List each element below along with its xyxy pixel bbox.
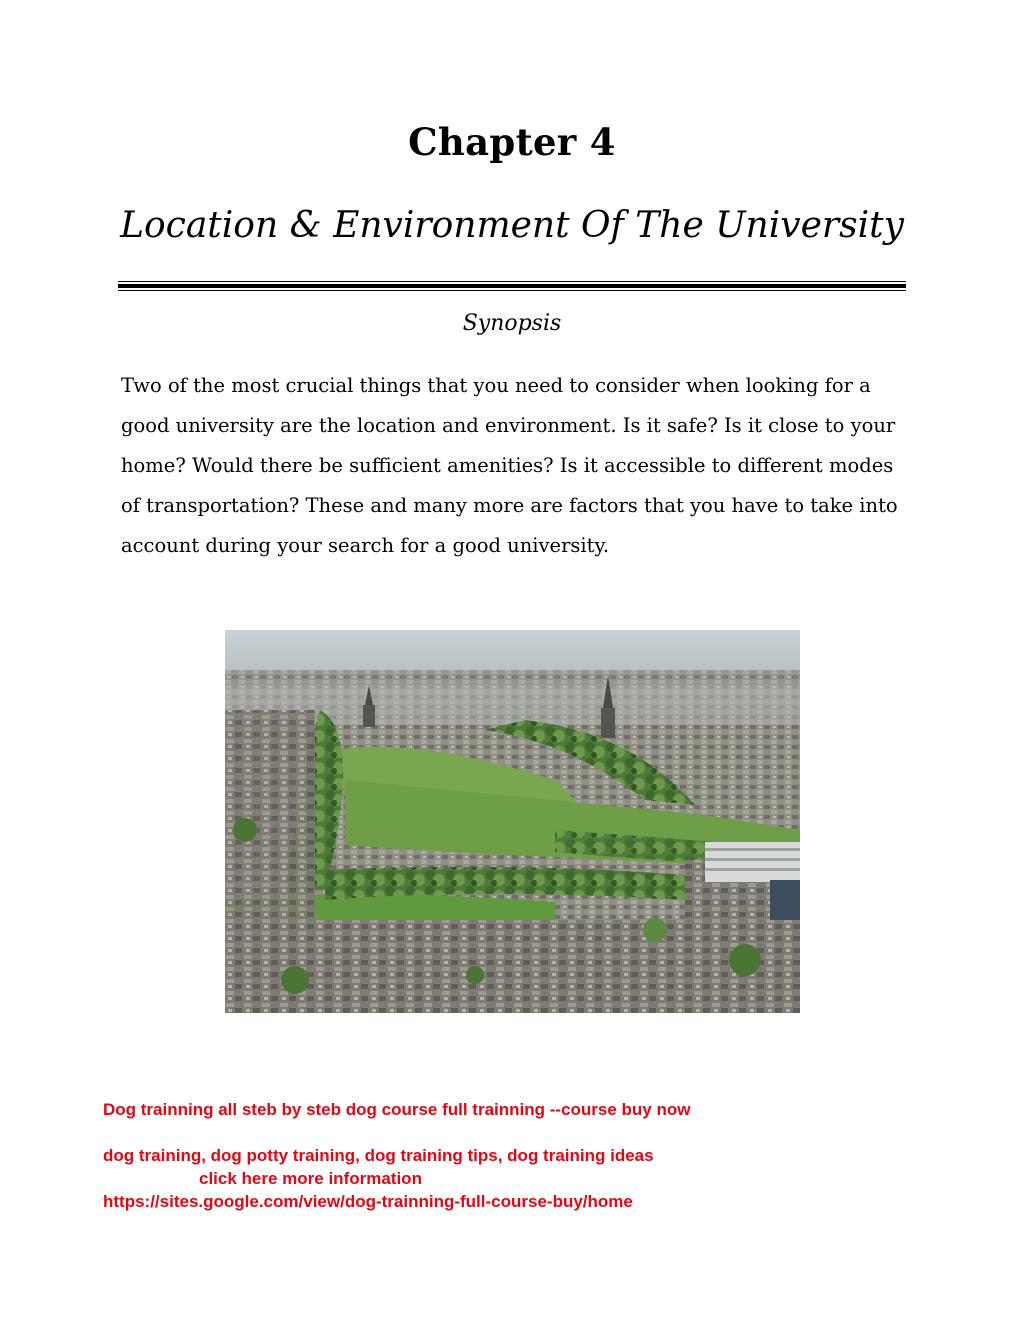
rule-line-top (118, 281, 906, 282)
chapter-title: Chapter 4 (408, 120, 616, 164)
double-rule-divider (118, 281, 906, 291)
chapter-subtitle: Location & Environment Of The University (120, 205, 904, 246)
promo-course-line: Dog trainning all steb by steb dog course full trainning --course buy now (103, 1100, 691, 1119)
synopsis-paragraph: Two of the most crucial things that you need to consider when looking for a good university are the location and environment. Is it safe? Is it close to your home? Would there be sufficient amenities? Is it accessible to different modes of transportation? These and many more are factors that you have to take into account during your search for a good university. (121, 374, 898, 557)
promo-keywords-line: dog training, dog potty training, dog training tips, dog training ideas (103, 1146, 654, 1165)
promo-url-link[interactable]: https://sites.google.com/view/dog-trainning-full-course-buy/home (103, 1192, 633, 1211)
rule-line-bottom (118, 290, 906, 291)
city-aerial-photo (225, 630, 800, 1013)
rule-line-middle (118, 284, 906, 288)
promo-click-here-link[interactable]: click here more information (199, 1169, 422, 1188)
synopsis-heading: Synopsis (462, 311, 562, 336)
